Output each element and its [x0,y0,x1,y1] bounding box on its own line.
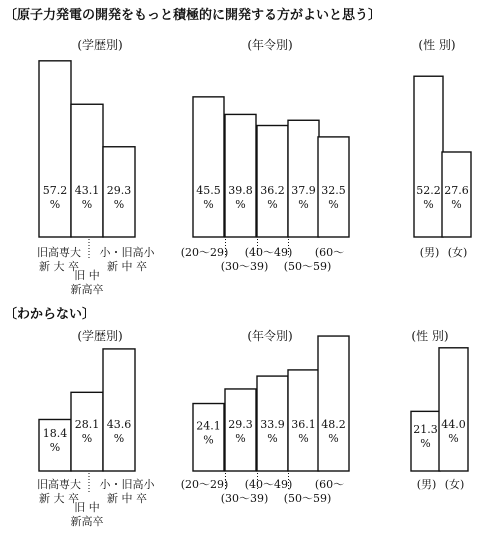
category-label: 新 中 卒 [107,260,147,273]
data-label: 28.1 [74,418,100,431]
data-label-unit: % [267,432,278,445]
category-label: 小・旧高小 [99,478,155,491]
category-label: (男) [419,246,440,259]
chart-panel [411,328,468,491]
category-label: (20〜29) [180,246,229,259]
data-label: 43.6 [106,418,132,431]
bar [414,76,443,237]
data-label: 57.2 [42,184,68,197]
category-label: 新高卒 [70,515,104,528]
data-label-unit: % [448,432,459,445]
chart-panel [37,328,155,528]
category-label: 新高卒 [70,283,104,296]
category-label: (50〜59) [283,492,332,505]
data-label: 44.0 [441,418,466,431]
category-label: (20〜29) [180,478,229,491]
data-label-unit: % [235,432,246,445]
category-label: (60〜 [314,478,345,491]
data-label-unit: % [203,433,214,447]
category-label: (40〜49) [244,246,293,259]
data-label: 29.3 [106,184,132,197]
data-label-unit: % [328,198,339,211]
data-label-unit: % [267,198,278,211]
category-label: 新 大 卒 [39,492,79,505]
data-label: 36.1 [291,418,316,431]
chart-panel [181,328,349,505]
category-label: (女) [444,478,465,491]
category-label: (30〜39) [220,260,269,273]
data-label-unit: % [328,432,339,445]
data-label-unit: % [298,198,309,211]
bar [103,349,135,471]
data-label-unit: % [49,198,61,211]
category-label: (女) [447,246,468,259]
data-label: 39.8 [228,184,253,197]
category-label: (男) [416,478,437,491]
category-label: 旧 中 [74,269,100,282]
group-title: (年令別) [247,329,293,343]
data-label-unit: % [81,198,93,211]
data-label: 24.1 [196,419,221,433]
data-label-unit: % [49,441,61,455]
category-label: 旧高専大 [37,478,81,491]
category-label: (30〜39) [220,492,269,505]
group-title: (年令別) [247,38,293,52]
section-title-unknown: 〔わからない〕 [4,307,96,322]
chart-panel [181,37,349,273]
data-label: 43.1 [74,184,100,197]
data-label: 32.5 [321,184,346,197]
data-label: 48.2 [321,418,346,431]
data-label-unit: % [81,432,93,445]
bar [288,120,319,237]
data-label: 27.6 [444,184,469,197]
data-label-unit: % [235,198,246,211]
group-title: (性 別) [411,329,449,343]
data-label: 52.2 [416,184,441,197]
category-label: 旧高専大 [37,246,81,259]
data-label-unit: % [298,432,309,445]
bar [225,114,256,237]
data-label-unit: % [423,198,434,211]
category-label: (40〜49) [244,478,293,491]
bar [71,104,103,237]
data-label: 36.2 [260,184,285,197]
category-label: 新 中 卒 [107,492,147,505]
category-label: 新 大 卒 [39,260,79,273]
data-label: 21.3 [413,423,438,437]
bar [318,336,349,471]
data-label-unit: % [113,198,125,211]
group-title: (学歴別) [77,329,123,343]
chart-panel [37,37,155,296]
bar [257,126,288,237]
section-title-positive: 〔原子力発電の開発をもっと積極的に開発する方がよいと思う〕 [4,8,382,23]
data-label: 37.9 [291,184,316,197]
data-label-unit: % [203,198,214,211]
group-title: (学歴別) [77,38,123,52]
data-label-unit: % [113,432,125,445]
category-label: 旧 中 [74,501,100,514]
group-title: (性 別) [418,38,456,52]
category-label: 小・旧高小 [99,246,155,259]
data-label-unit: % [420,437,431,451]
data-label: 29.3 [228,418,253,431]
category-label: (60〜 [314,246,345,259]
data-label: 33.9 [260,418,285,431]
data-label: 45.5 [196,184,221,197]
chart-panel [414,37,471,259]
data-label-unit: % [451,198,462,211]
data-label: 18.4 [42,427,68,441]
category-label: (50〜59) [283,260,332,273]
bar [439,348,468,471]
bar [193,97,224,237]
